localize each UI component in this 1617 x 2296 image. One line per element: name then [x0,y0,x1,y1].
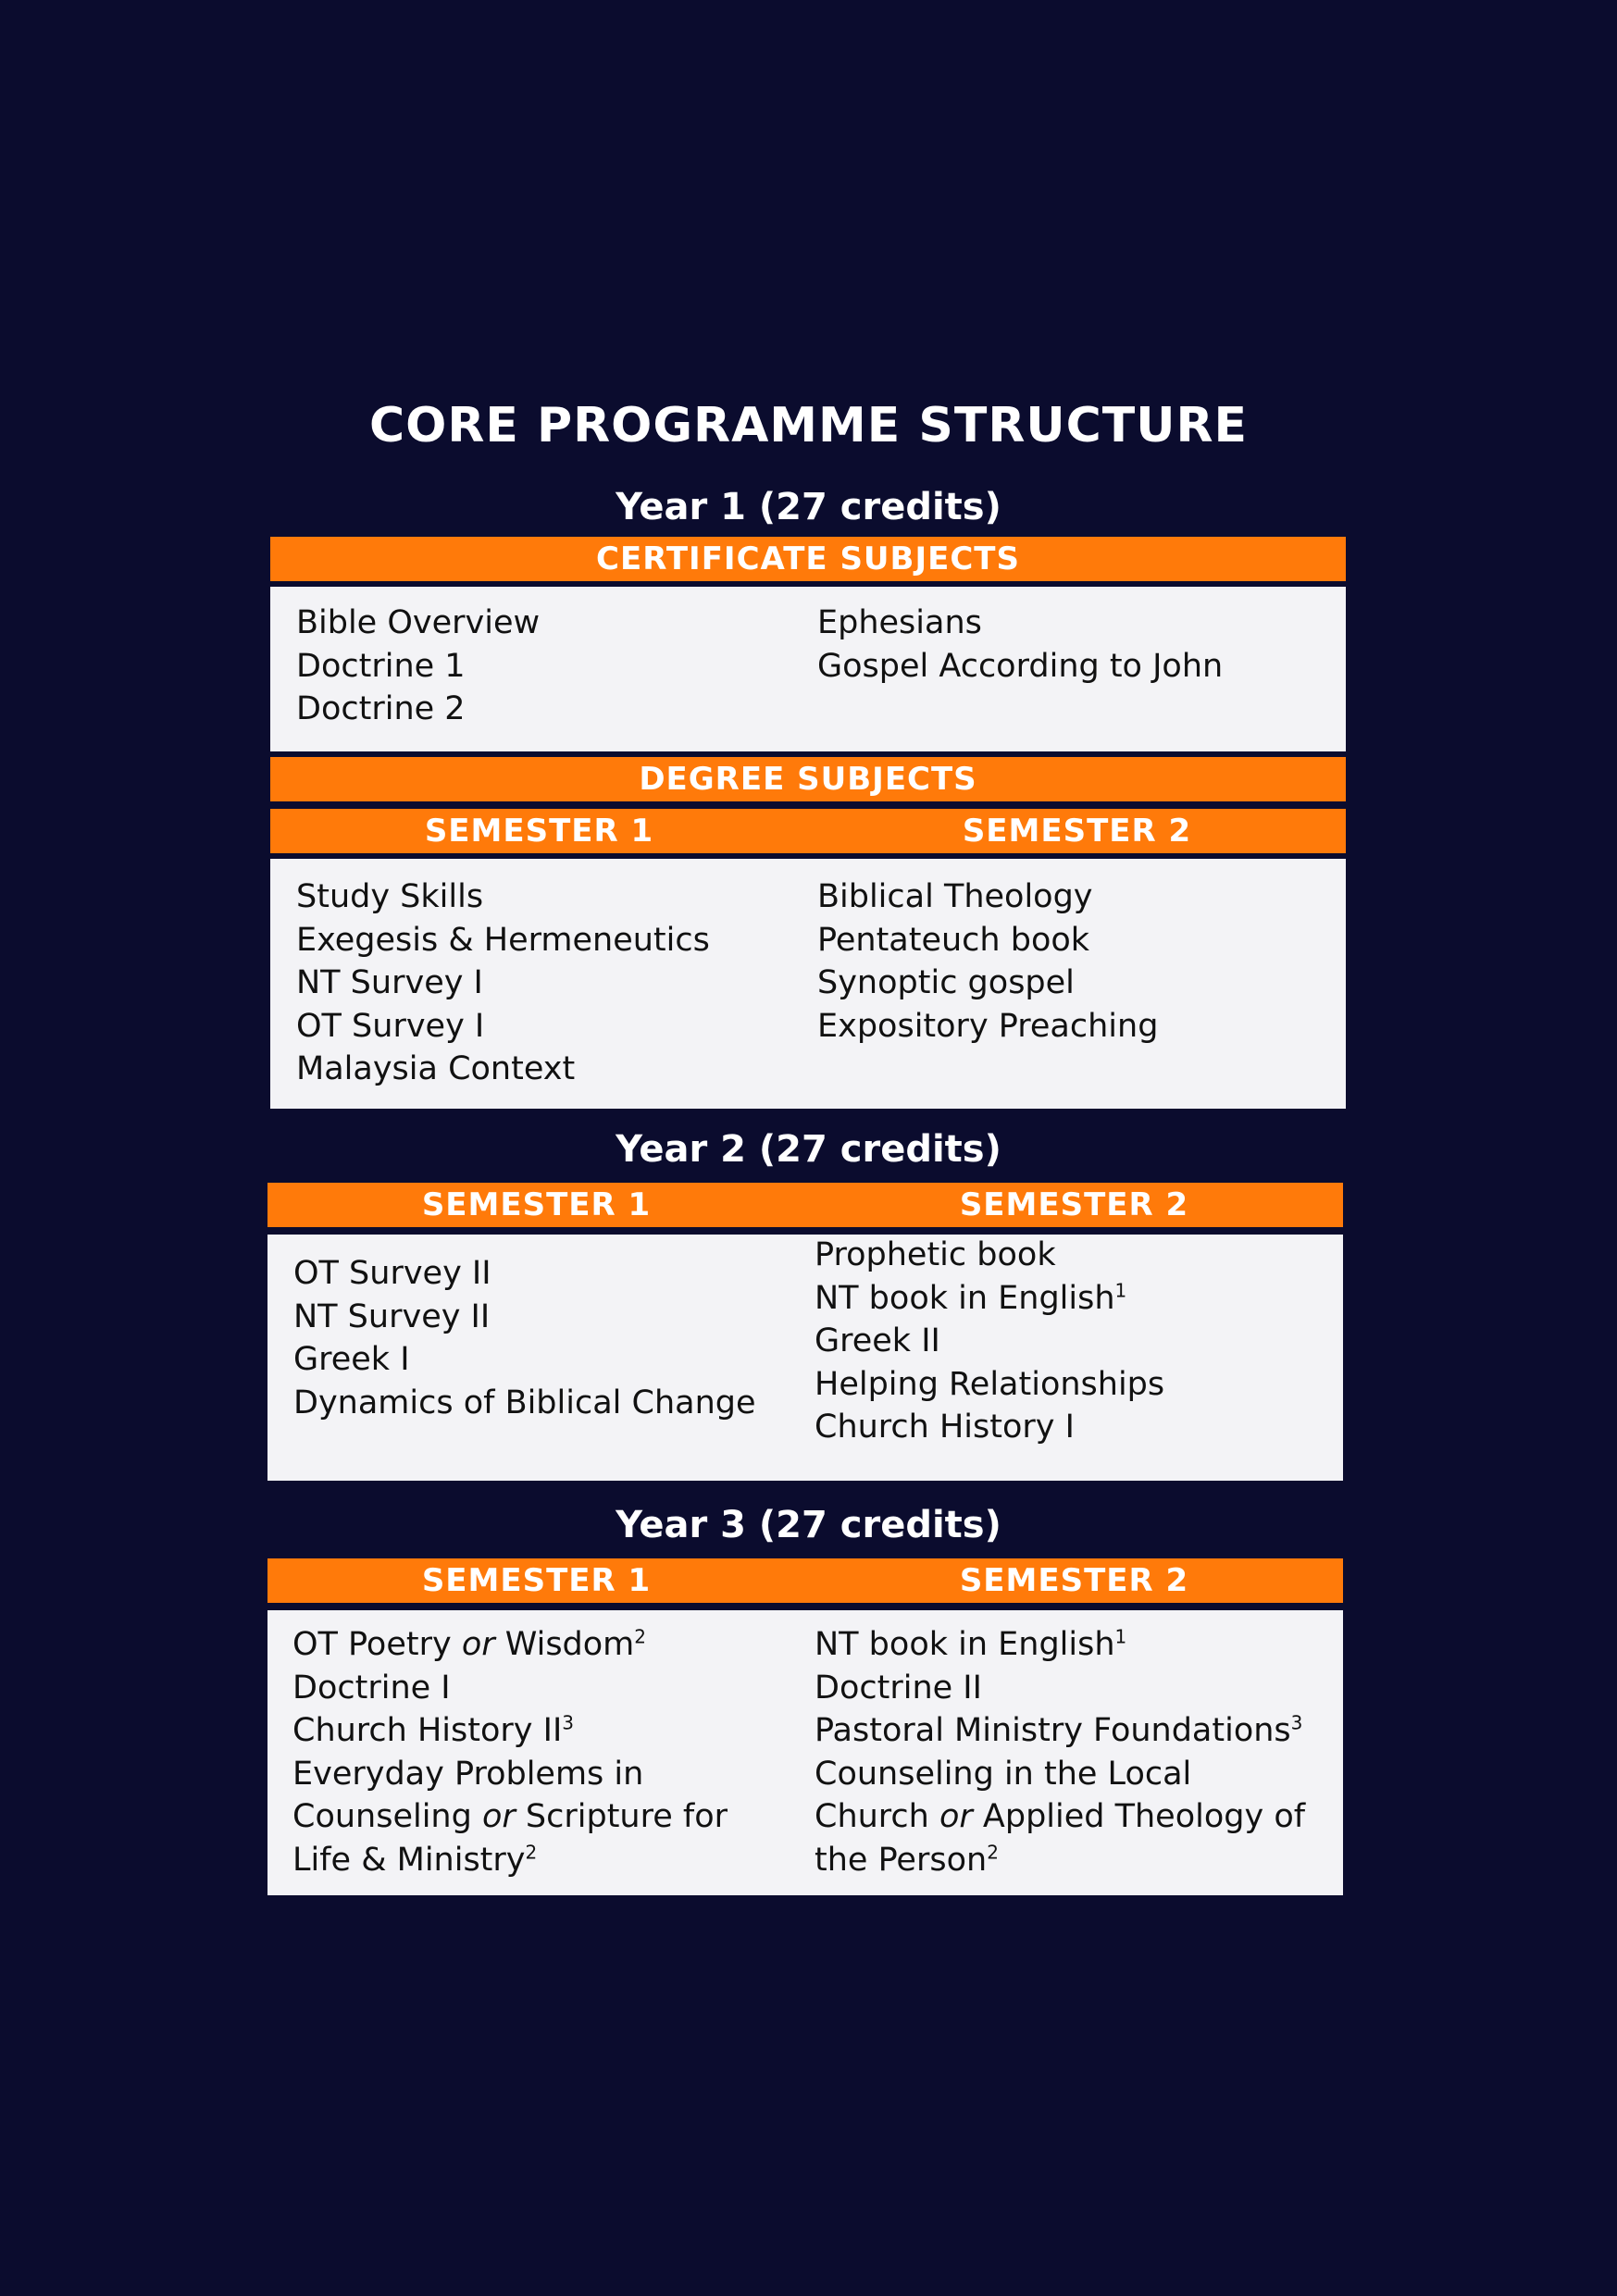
subject-item: Dynamics of Biblical Change [293,1384,756,1421]
subject-text: Applied Theology of the Person [815,1798,1306,1879]
year2-title: Year 2 (27 credits) [616,1128,1001,1171]
year2-semester2-label: SEMESTER 2 [959,1186,1189,1223]
subject-item: OT Survey I [296,1007,485,1045]
year1-semester1-column [296,875,813,1091]
footnote-marker: 1 [1114,1278,1127,1301]
year1-semester2-column [817,875,1334,1048]
subject-item [815,1667,1314,1710]
year3-semester-header [267,1558,1343,1603]
year1-semester1-label: SEMESTER 1 [424,813,654,850]
year2-semester2-column [815,1234,1331,1449]
year1-semester1-list [296,875,813,1091]
certificate-right-list [817,602,1334,688]
footnote-marker: 2 [634,1625,647,1648]
subject-item: Expository Preaching [817,1007,1159,1045]
certificate-subjects-box [270,587,1346,751]
subject-item: Study Skills [296,878,484,915]
subject-text: Scripture for Life & Ministry [292,1798,728,1879]
footnote-marker: 1 [1114,1625,1127,1648]
certificate-left-column [296,602,813,731]
page-title: CORE PROGRAMME STRUCTURE [368,398,1249,453]
certificate-subjects-label: CERTIFICATE SUBJECTS [596,540,1020,577]
subject-item [815,1363,1331,1407]
subject-item [292,1667,792,1710]
subject-item: Bible Overview [296,604,541,641]
subject-item [815,1234,1331,1277]
subject-item [815,1406,1331,1449]
year1-semester2-label: SEMESTER 2 [962,813,1192,850]
footnote-marker: 3 [562,1711,574,1734]
year1-degree-box [270,859,1346,1109]
degree-subjects-label: DEGREE SUBJECTS [639,761,977,798]
subject-item: Synoptic gospel [817,964,1075,1001]
year2-semester1-column [293,1252,810,1424]
subject-item [815,1753,1314,1882]
year2-semester1-label: SEMESTER 1 [421,1186,652,1223]
subject-item [292,1753,792,1882]
certificate-subjects-header [270,537,1346,581]
subject-text: Doctrine II [815,1669,982,1706]
year3-semester1-label: SEMESTER 1 [421,1562,652,1599]
subject-text: Wisdom [494,1626,635,1663]
subject-text: Counseling in the Local Church [815,1755,1192,1835]
degree-subjects-header [270,757,1346,801]
subject-text: NT book in English [815,1279,1115,1317]
year3-semester2-label: SEMESTER 2 [959,1562,1189,1599]
or-connector: or [461,1626,495,1663]
subject-item: NT Survey II [293,1297,491,1335]
subject-text: Greek II [815,1322,940,1359]
year3-semester1-column [292,1623,792,1881]
subject-item [815,1277,1331,1321]
subject-item: OT Survey II [293,1255,491,1292]
year3-semester1-list [292,1623,792,1881]
year3-box [267,1610,1343,1895]
subject-text: Pastoral Ministry Foundations [815,1712,1291,1749]
year2-semester-header [267,1183,1343,1227]
subject-item: Exegesis & Hermeneutics [296,921,710,959]
subject-item: Doctrine 2 [296,690,466,727]
certificate-left-list [296,602,813,731]
or-connector: or [939,1798,973,1835]
footnote-marker: 2 [987,1840,999,1863]
subject-item [815,1623,1314,1667]
subject-text: Doctrine I [292,1669,451,1706]
subject-text: Helping Relationships [815,1365,1165,1403]
year2-semester1-list [293,1252,810,1424]
subject-text: Church History I [815,1409,1075,1446]
subject-item [292,1623,792,1667]
subject-text: Prophetic book [815,1236,1056,1273]
subject-text: Everyday Problems in Counseling [292,1755,644,1835]
year2-box [267,1235,1343,1481]
year3-semester2-column [815,1623,1314,1881]
year3-semester2-list [815,1623,1314,1881]
subject-item: Doctrine 1 [296,647,466,685]
subject-item: Malaysia Context [296,1050,576,1087]
year1-semester-header [270,809,1346,853]
subject-item [292,1709,792,1753]
subject-item: Greek I [293,1341,410,1378]
year1-title: Year 1 (27 credits) [616,486,1001,528]
year2-semester2-list [815,1234,1331,1449]
subject-item [815,1709,1314,1753]
or-connector: or [481,1798,516,1835]
subject-item: Pentateuch book [817,921,1090,959]
year3-title: Year 3 (27 credits) [616,1504,1001,1546]
subject-item: NT Survey I [296,964,483,1001]
footnote-marker: 3 [1290,1711,1303,1734]
year1-semester2-list [817,875,1334,1048]
subject-text: OT Poetry [292,1626,462,1663]
certificate-right-column [817,602,1334,688]
subject-text: Church History II [292,1712,563,1749]
subject-item [815,1320,1331,1363]
subject-item: Biblical Theology [817,878,1093,915]
footnote-marker: 2 [525,1840,538,1863]
subject-item: Gospel According to John [817,647,1224,685]
subject-item: Ephesians [817,604,982,641]
subject-text: NT book in English [815,1626,1115,1663]
